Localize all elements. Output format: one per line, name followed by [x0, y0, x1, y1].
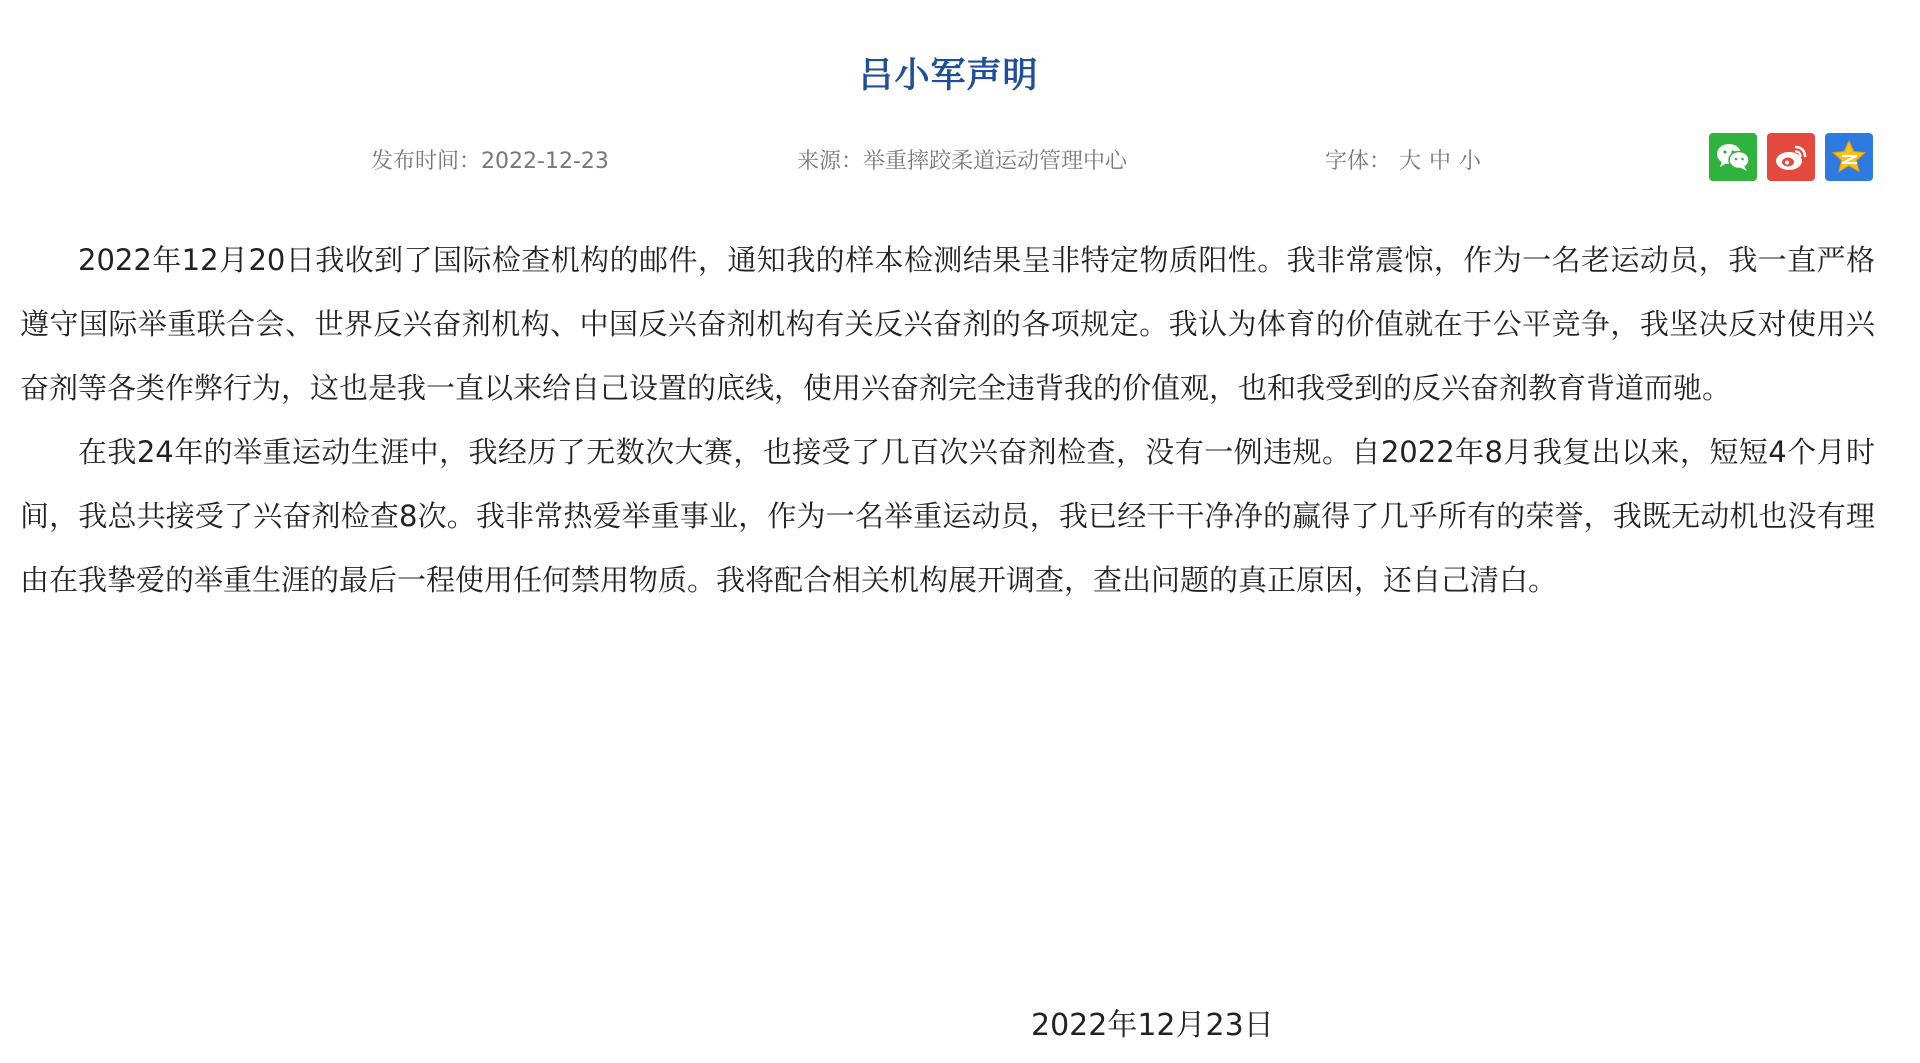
publish-info: [371, 144, 609, 175]
article-body: [20, 228, 1875, 612]
article-title: 吕小军声明: [858, 56, 1039, 96]
share-qzone-button[interactable]: [1825, 133, 1873, 181]
font-size-large-link[interactable]: 大: [1399, 149, 1422, 174]
share-toolbar: [1709, 133, 1873, 181]
wechat-icon: [1716, 142, 1750, 172]
source-name: 举重摔跤柔道运动管理中心: [863, 149, 1128, 174]
signature-date: 2022年12月23日: [1031, 1008, 1274, 1043]
source-info: [797, 144, 1127, 175]
article-paragraph: 在我24年的举重运动生涯中，我经历了无数次大赛，也接受了几百次兴奋剂检查，没有一例违规。自2022年8月我复出以来，短短4个月时间，我总共接受了兴奋剂检查8次。我非常热爱举重事业，作为一名举重运动员，我已经干干净净的赢得了几乎所有的荣誉，我既无动机也没有理由在我挚爱的举重生涯的最后一程使用任何禁用物质。我将配合相关机构展开调查，查出问题的真正原因，还自己清白。: [20, 435, 1875, 597]
share-wechat-button[interactable]: [1709, 133, 1757, 181]
publish-label: 发布时间：: [371, 149, 482, 174]
font-size-small-link[interactable]: 小: [1459, 149, 1482, 174]
source-label: 来源：: [797, 149, 864, 174]
font-size-controls: [1325, 144, 1481, 175]
publish-date: 2022-12-23: [481, 149, 609, 174]
font-size-label: 字体：: [1325, 149, 1392, 174]
share-weibo-button[interactable]: [1767, 133, 1815, 181]
font-size-medium-link[interactable]: 中: [1429, 149, 1452, 174]
weibo-icon: [1774, 142, 1808, 172]
article-paragraph: 2022年12月20日我收到了国际检查机构的邮件，通知我的样本检测结果呈非特定物质阳性。我非常震惊，作为一名老运动员，我一直严格遵守国际举重联合会、世界反兴奋剂机构、中国反兴奋剂机构有关反兴奋剂的各项规定。我认为体育的价值就在于公平竞争，我坚决反对使用兴奋剂等各类作弊行为，这也是我一直以来给自己设置的底线，使用兴奋剂完全违背我的价值观，也和我受到的反兴奋剂教育背道而驰。: [20, 243, 1875, 405]
qzone-star-icon: [1831, 139, 1867, 175]
